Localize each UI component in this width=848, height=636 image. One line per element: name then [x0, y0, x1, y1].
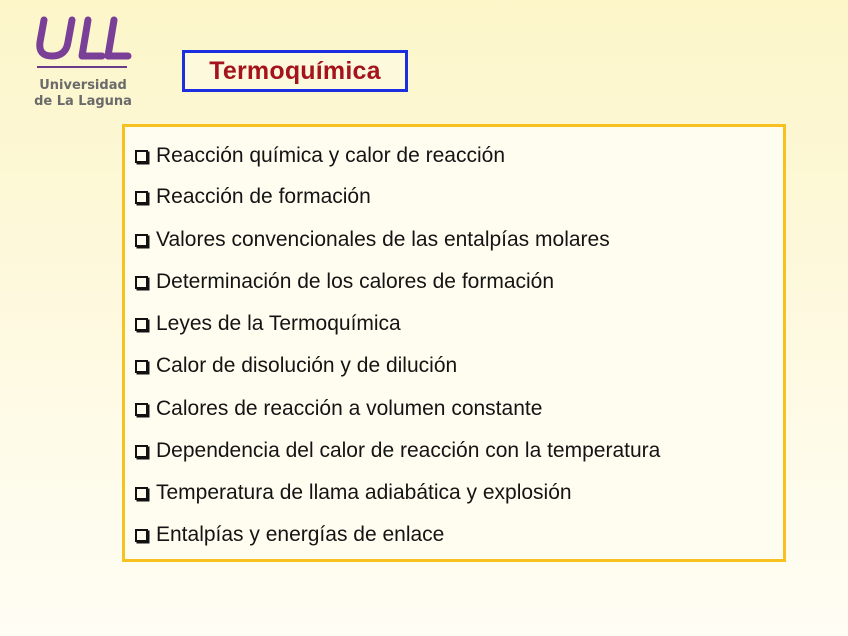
list-item: [135, 185, 371, 209]
list-item-label: Dependencia del calor de reacción con la temperatura: [156, 439, 661, 462]
list-item-label: Entalpías y energías de enlace: [156, 523, 445, 546]
list-item: [135, 270, 554, 294]
list-item: [135, 439, 660, 463]
checkbox-bullet-icon: [135, 487, 148, 500]
checkbox-bullet-icon: [135, 360, 148, 373]
list-item-label: Temperatura de llama adiabática y explosión: [156, 481, 572, 504]
checkbox-bullet-icon: [135, 529, 148, 542]
list-item: [135, 397, 542, 421]
logo-line-1: Universidad: [39, 78, 127, 93]
page-title: Termoquímica: [209, 56, 381, 85]
list-item-label: Reacción de formación: [156, 185, 371, 208]
checkbox-bullet-icon: [135, 276, 148, 289]
checkbox-bullet-icon: [135, 234, 148, 247]
list-item-label: Calores de reacción a volumen constante: [156, 397, 543, 420]
list-item-label: Leyes de la Termoquímica: [156, 312, 401, 335]
topic-list-box: [122, 124, 786, 562]
logo-line-2: de La Laguna: [34, 94, 132, 109]
list-item: [135, 312, 401, 336]
checkbox-bullet-icon: [135, 150, 148, 163]
list-item-label: Calor de disolución y de dilución: [156, 354, 458, 377]
list-item: [135, 144, 505, 168]
logo-divider: [37, 66, 127, 68]
list-item: [135, 523, 444, 547]
checkbox-bullet-icon: [135, 191, 148, 204]
list-item: [135, 228, 610, 252]
university-logo: [30, 14, 140, 114]
list-item-label: Valores convencionales de las entalpías molares: [156, 228, 610, 251]
checkbox-bullet-icon: [135, 403, 148, 416]
checkbox-bullet-icon: [135, 445, 148, 458]
list-item-label: Reacción química y calor de reacción: [156, 144, 506, 167]
list-item: [135, 481, 572, 505]
list-item: [135, 354, 457, 378]
ull-mark-icon: [30, 14, 136, 64]
checkbox-bullet-icon: [135, 318, 148, 331]
list-item-label: Determinación de los calores de formación: [156, 270, 555, 293]
title-box: [182, 50, 408, 92]
